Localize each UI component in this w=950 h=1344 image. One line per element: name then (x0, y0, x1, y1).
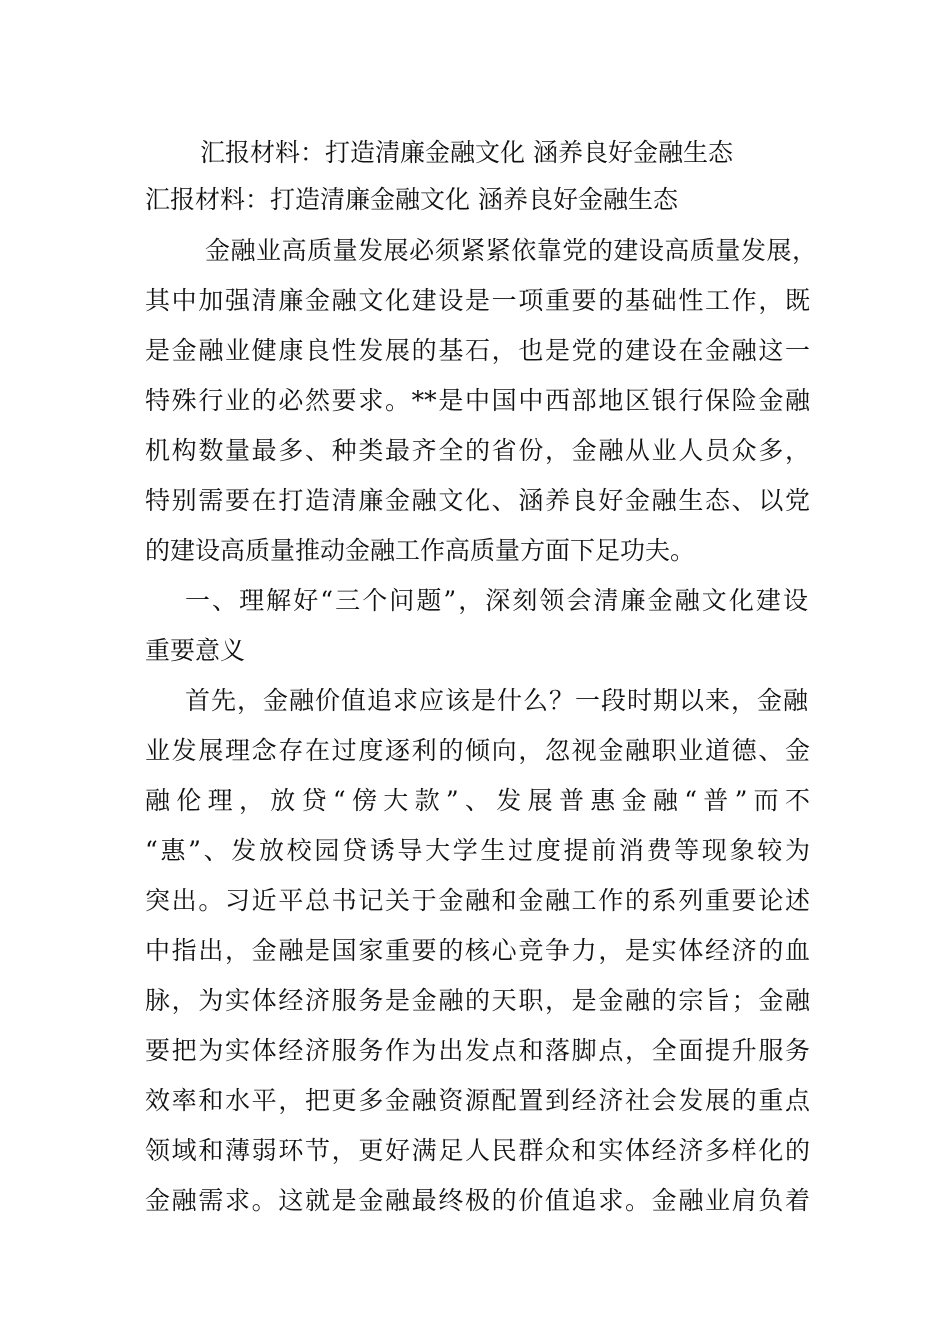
paragraph-line: “惠”、发放校园贷诱导大学生过度提前消费等现象较为 (145, 836, 810, 865)
paragraph-line: 业发展理念存在过度逐利的倾向，忽视金融职业道德、金 (145, 736, 810, 765)
document-title: 汇报材料：打造清廉金融文化 涵养良好金融生态 (200, 138, 733, 167)
paragraph-line: 首先，金融价值追求应该是什么？一段时期以来，金融 (185, 686, 808, 715)
paragraph-line: 脉，为实体经济服务是金融的天职，是金融的宗旨；金融 (145, 986, 810, 1015)
heading-line: 一、理解好“三个问题”，深刻领会清廉金融文化建设 (185, 586, 808, 615)
paragraph-line: 要把为实体经济服务作为出发点和落脚点，全面提升服务 (145, 1036, 810, 1065)
paragraph-line: 中指出，金融是国家重要的核心竞争力，是实体经济的血 (145, 936, 810, 965)
paragraph-line: 的建设高质量推动金融工作高质量方面下足功夫。 (145, 536, 696, 565)
paragraph-line: 机构数量最多、种类最齐全的省份，金融从业人员众多， (145, 436, 810, 465)
paragraph-line: 突出。习近平总书记关于金融和金融工作的系列重要论述 (145, 886, 810, 915)
document-subtitle: 汇报材料：打造清廉金融文化 涵养良好金融生态 (145, 185, 678, 214)
paragraph-line: 金融需求。这就是金融最终极的价值追求。金融业肩负着 (145, 1186, 810, 1215)
heading-line: 重要意义 (145, 636, 246, 665)
paragraph-line: 领域和薄弱环节，更好满足人民群众和实体经济多样化的 (145, 1136, 810, 1165)
paragraph-line: 效率和水平，把更多金融资源配置到经济社会发展的重点 (145, 1086, 810, 1115)
paragraph-line: 金融业高质量发展必须紧紧依靠党的建设高质量发展， (205, 236, 817, 265)
paragraph-line: 特殊行业的必然要求。**是中国中西部地区银行保险金融 (145, 386, 810, 415)
paragraph-line: 其中加强清廉金融文化建设是一项重要的基础性工作，既 (145, 286, 810, 315)
paragraph-line: 融伦理，放贷“傍大款”、发展普惠金融“普”而不 (145, 786, 810, 815)
paragraph-line: 特别需要在打造清廉金融文化、涵养良好金融生态、以党 (145, 486, 810, 515)
paragraph-line: 是金融业健康良性发展的基石，也是党的建设在金融这一 (145, 336, 810, 365)
